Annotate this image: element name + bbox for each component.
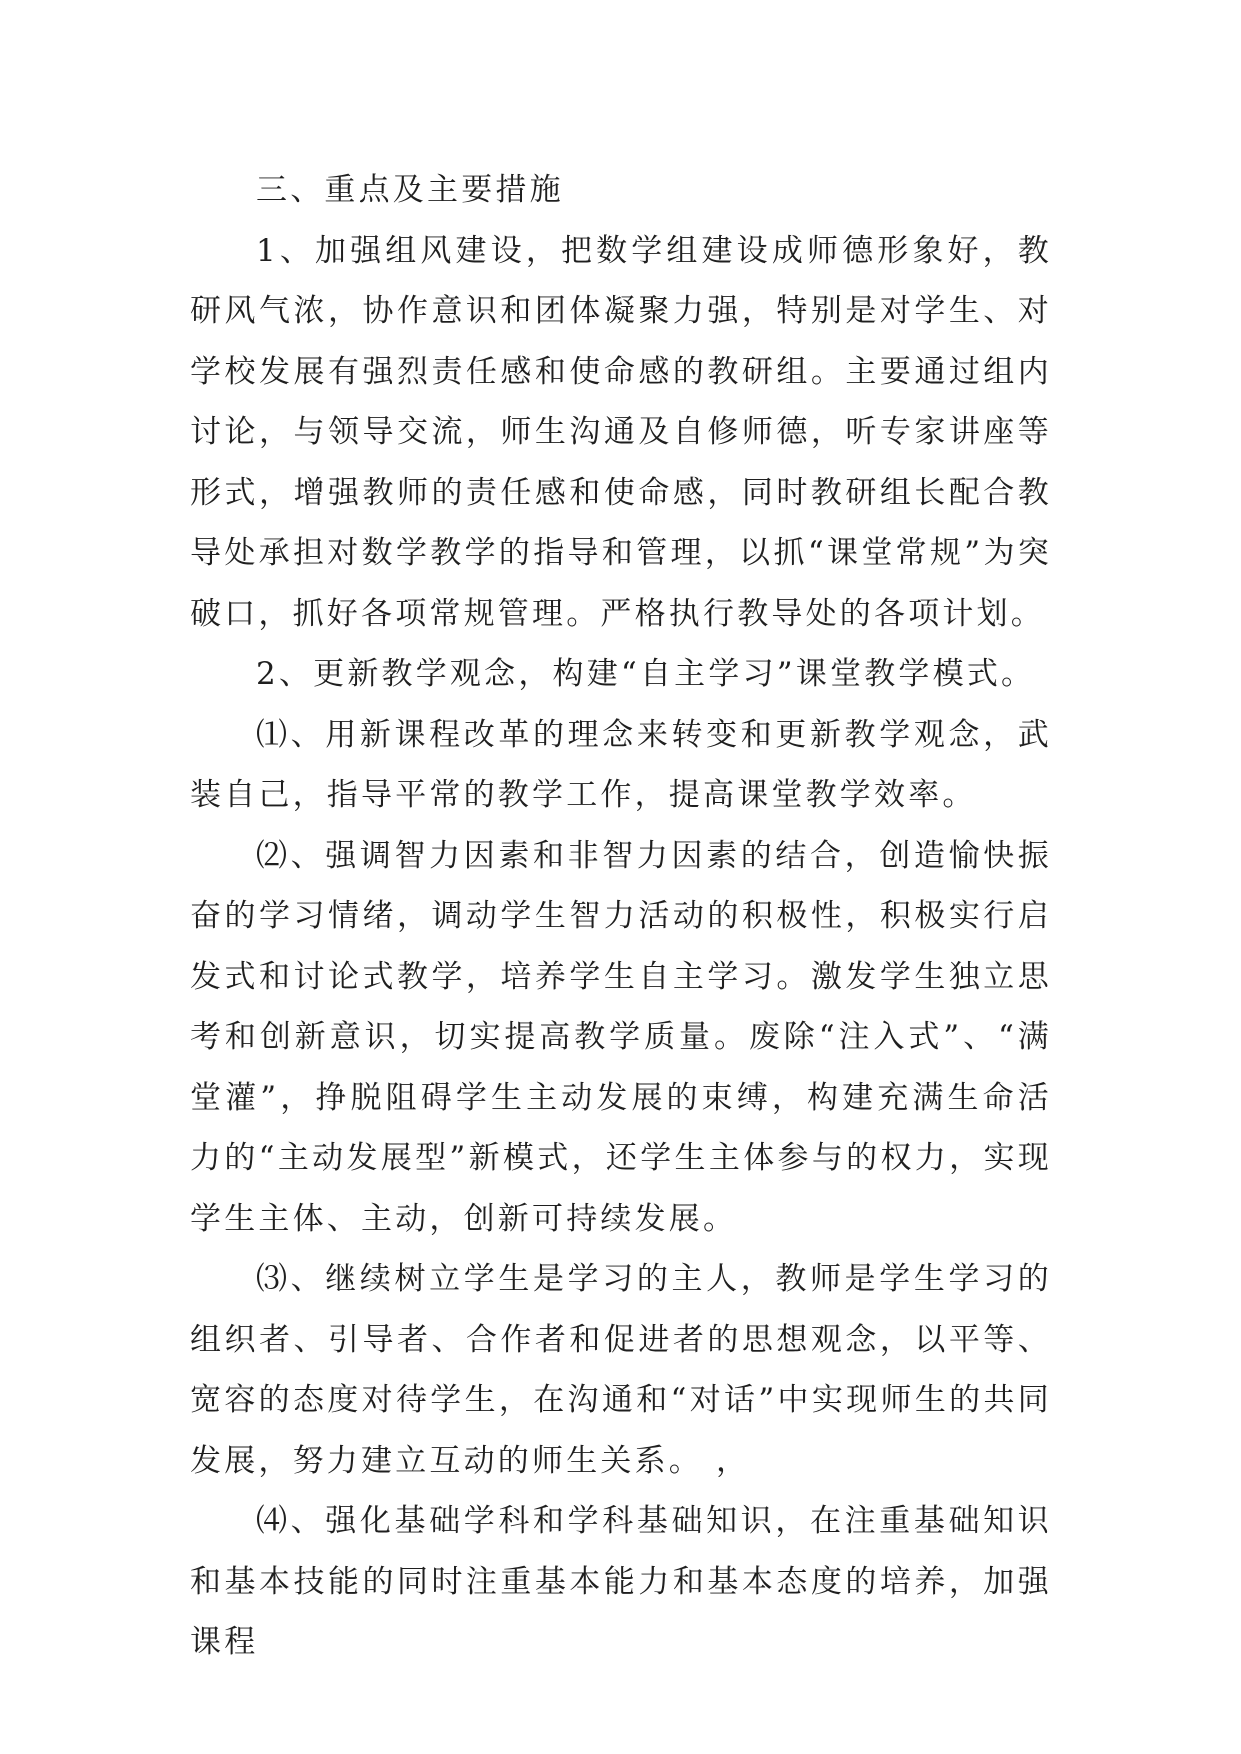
paragraph-3: ⑴、用新课程改革的理念来转变和更新教学观念，武装自己，指导平常的教学工作，提高课堂教学效率。 xyxy=(190,716,1052,813)
document-body xyxy=(190,160,1052,1673)
paragraph-1: 1、加强组风建设，把数学组建设成师德形象好，教研风气浓，协作意识和团体凝聚力强，特别是对学生、对学校发展有强烈责任感和使命感的教研组。主要通过组内讨论，与领导交流，师生沟通及自修师德，听专家讲座等形式，增强教师的责任感和使命感，同时教研组长配合教导处承担对数学教学的指导和管理，以抓“课堂常规”为突破口，抓好各项常规管理。严格执行教导处的各项计划。 xyxy=(190,232,1052,632)
section-heading: 三、重点及主要措施 xyxy=(256,172,564,208)
paragraph-4: ⑵、强调智力因素和非智力因素的结合，创造愉快振奋的学习情绪，调动学生智力活动的积极性，积极实行启发式和讨论式教学，培养学生自主学习。激发学生独立思考和创新意识，切实提高教学质量。废除“注入式”、“满堂灌”，挣脱阻碍学生主动发展的束缚，构建充满生命活力的“主动发展型”新模式，还学生主体参与的权力，实现学生主体、主动，创新可持续发展。 xyxy=(190,837,1052,1237)
paragraph-6: ⑷、强化基础学科和学科基础知识，在注重基础知识和基本技能的同时注重基本能力和基本态度的培养，加强课程 xyxy=(190,1503,1052,1660)
paragraph-2: 2、更新教学观念，构建“自主学习”课堂教学模式。 xyxy=(256,656,1036,692)
paragraph-5: ⑶、继续树立学生是学习的主人，教师是学生学习的组织者、引导者、合作者和促进者的思想观念，以平等、宽容的态度对待学生，在沟通和“对话”中实现师生的共同发展，努力建立互动的师生关系。 ， xyxy=(190,1261,1052,1479)
